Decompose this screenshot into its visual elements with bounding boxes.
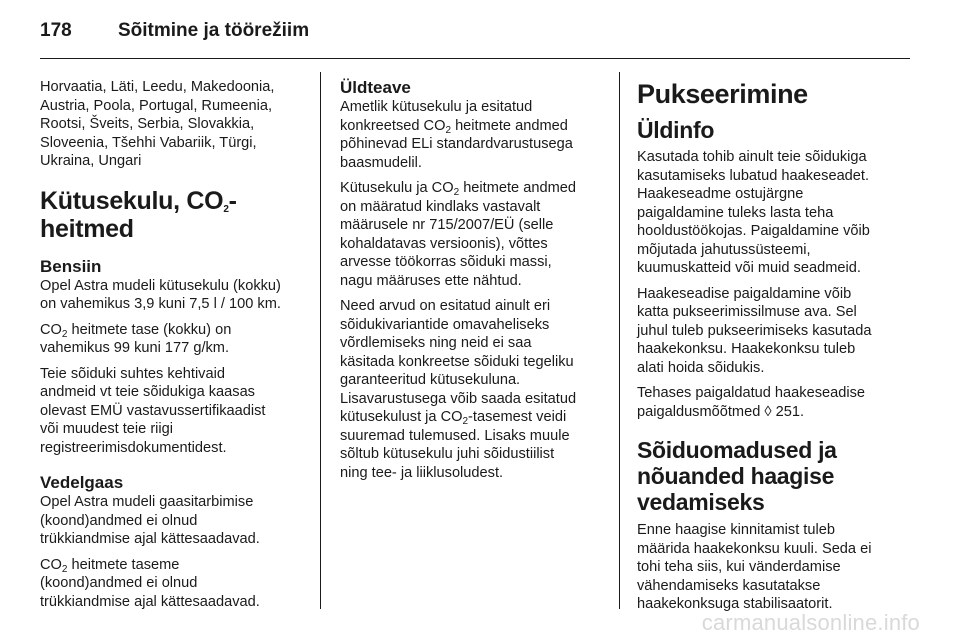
uldinfo-paragraph-3: Tehases paigaldatud haakeseadise paigaldusmõõtmed ◊ 251. bbox=[637, 385, 865, 420]
column-left bbox=[40, 78, 308, 618]
vedelgaas-paragraph-2: $CO_2$ heitmete taseme (koond)andmed ei olnud trükkiandmise ajal kättesaadavad. bbox=[40, 556, 260, 610]
vedelgaas-paragraph-1: Opel Astra mudeli gaasitarbimise (koond)andmed ei olnud trükkiandmise ajal kättesaadavad. bbox=[40, 494, 260, 547]
uldteave-paragraph-2: Kütusekulu ja $CO_2$ heitmete andmed on määratud kindlaks vastavalt määrusele nr 715/2007/EÜ (selle kohaldatavas versioonis), võttes arvesse töökorras sõiduki massi, nagu määruses ette nähtud. bbox=[340, 180, 576, 289]
bensiin-paragraph-3: Teie sõiduki suhtes kehtivaid andmeid vt teie sõidukiga kaasas olevast EMÜ vastavussertifikaadist või muudest teie riigi registreerimisdokumentidest. bbox=[40, 365, 266, 456]
page-reference-icon[interactable]: ◊ bbox=[764, 403, 772, 420]
bensiin-paragraph-2: $CO_2$ heitmete tase (kokku) on vahemikus 99 kuni 177 g/km. bbox=[40, 321, 232, 356]
heading-bensiin: Bensiin bbox=[40, 256, 102, 276]
uldinfo-paragraph-1: Kasutada tohib ainult teie sõidukiga kasutamiseks lubatud haakeseadet. Haakeseadme ostujärgne paigaldamine tuleks lasta teha hooldustöökojas. Paigaldamine võib mõjutada jahutussüsteemi, kuumuskatteid või muid seadmeid. bbox=[637, 149, 870, 276]
header-rule bbox=[40, 58, 910, 59]
heading-uldinfo: Üldinfo bbox=[637, 117, 715, 143]
uldinfo-paragraph-2: Haakeseadise paigaldamine võib katta pukseerimissilmuse ava. Sel juhul tuleb pukseerimiseks kasutada haakekonksu. Haakekonksu tuleb alati hoida sõidukis. bbox=[637, 285, 872, 376]
trailer-paragraph-1: Enne haagise kinnitamist tuleb määrida haakekonksu kuuli. Seda ei tohi teha siis, kui vänderdamise vähendamiseks kasutatakse haakekonksuga stabilisaatorit. bbox=[637, 522, 872, 612]
uldteave-paragraph-1: Ametlik kütusekulu ja esitatud konkreetsed $CO_2$ heitmete andmed põhinevad ELi standardvarustusega baasmudelil. bbox=[340, 99, 573, 171]
heading-pukseerimine: Pukseerimine bbox=[637, 79, 808, 109]
page-reference-link[interactable]: 251. bbox=[771, 403, 805, 420]
heading-trailer-driving: Sõiduomadused ja nõuanded haagise vedamiseks bbox=[637, 437, 837, 515]
bensiin-paragraph-1: Opel Astra mudeli kütusekulu (kokku) on vahemikus 3,9 kuni 7,5 l / 100 km. bbox=[40, 277, 281, 312]
page-header bbox=[40, 20, 920, 50]
chapter-title: Sõitmine ja töörežiim bbox=[118, 20, 310, 41]
page-number: 178 bbox=[40, 20, 72, 41]
site-watermark: carmanualsonline.info bbox=[701, 610, 920, 635]
section-heading-fuel-consumption: Kütusekulu, $CO_2$-heitmed bbox=[40, 186, 237, 243]
column-right bbox=[637, 78, 905, 621]
country-list: Horvaatia, Läti, Leedu, Makedoonia, Austria, Poola, Portugal, Rumeenia, Rootsi, Šveits, Serbia, Slovakkia, Sloveenia, Tšehhi Vabariik, Türgi, Ukraina, Ungari bbox=[40, 79, 275, 169]
column-divider-2 bbox=[619, 72, 620, 609]
column-middle bbox=[340, 78, 608, 489]
column-divider-1 bbox=[320, 72, 321, 609]
heading-uldteave: Üldteave bbox=[340, 78, 411, 97]
uldteave-paragraph-3: Need arvud on esitatud ainult eri sõidukivariantide omavaheliseks võrdlemiseks ning neid ei saa käsitada konkreetse sõiduki tegeliku garanteeritud kütusekuluna. Lisavarustusega võib saada esitatud kütusekulust ja $CO_2$-tasemest veidi suuremad tulemused. Lisaks muule sõltub kütusekulu juhi sõidustiilist ning tee- ja liiklusoludest. bbox=[340, 298, 577, 481]
heading-vedelgaas: Vedelgaas bbox=[40, 473, 124, 492]
